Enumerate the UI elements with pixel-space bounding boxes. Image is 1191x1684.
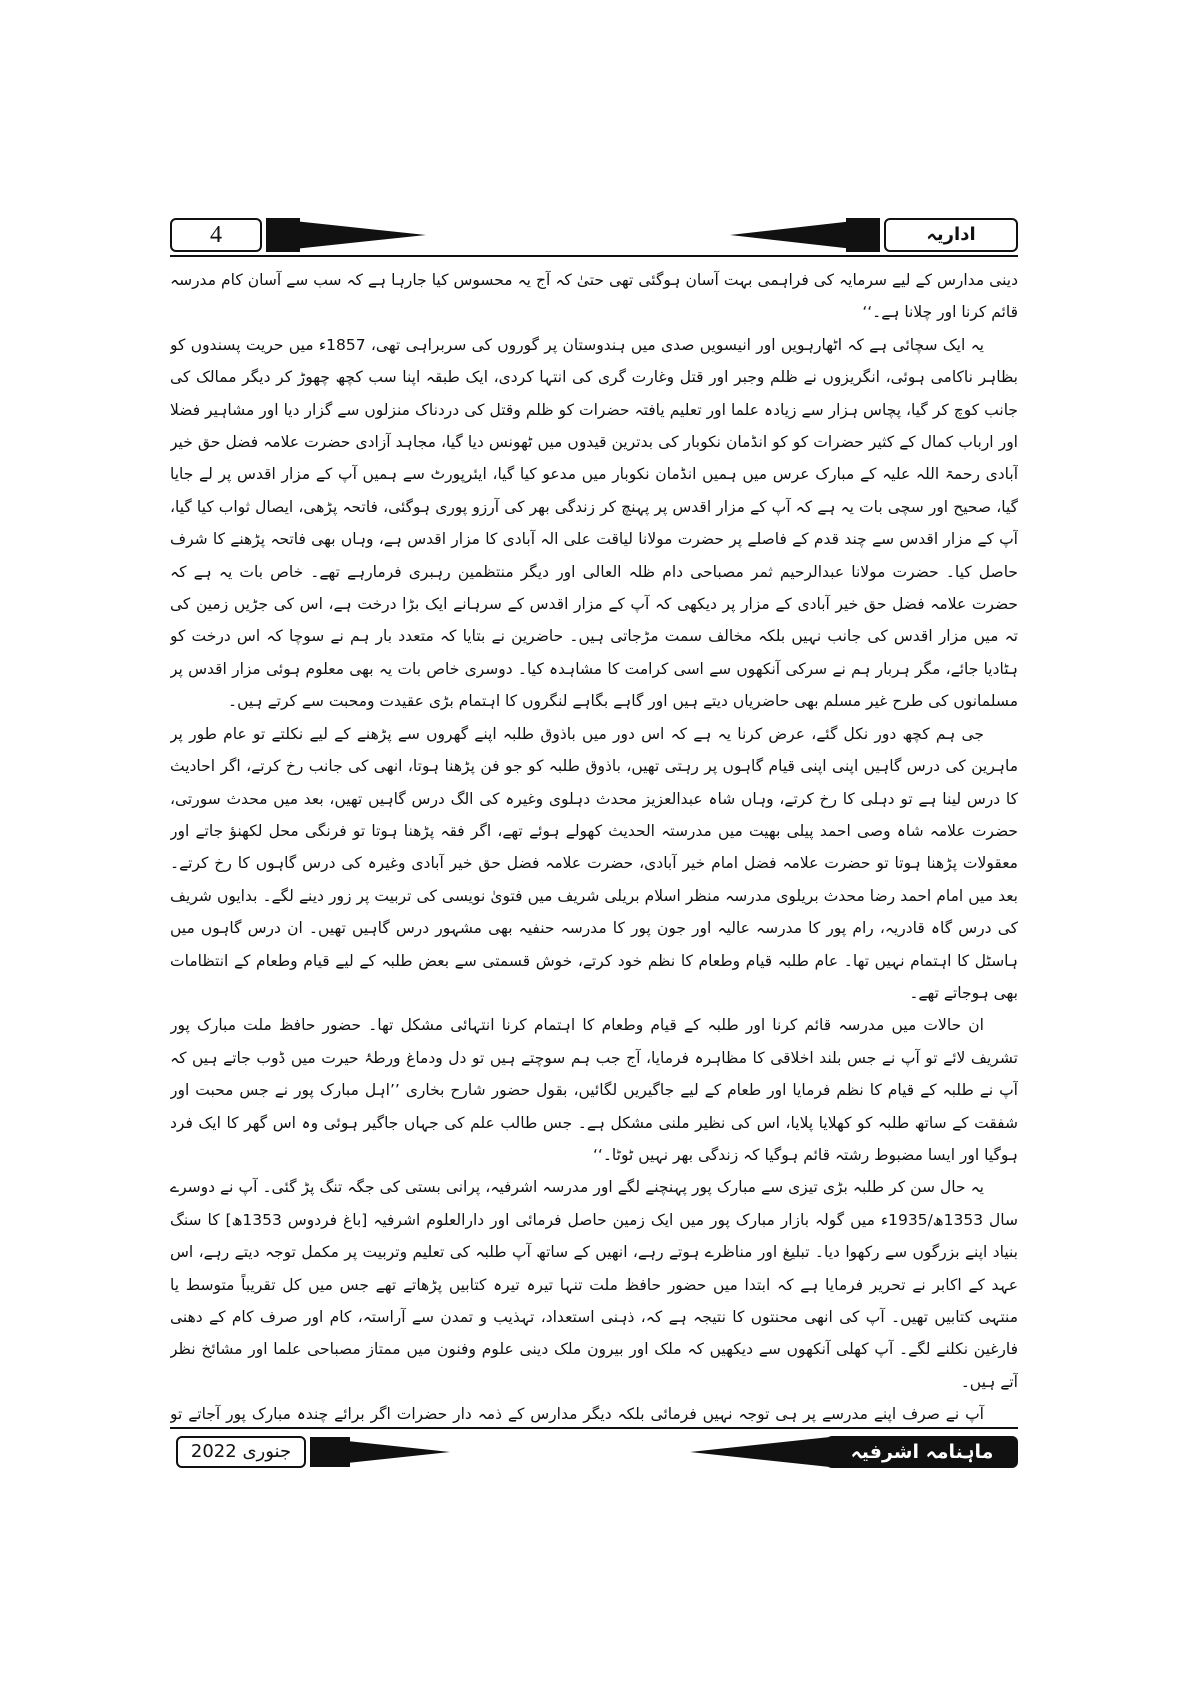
header-rule <box>170 255 1018 257</box>
article-body <box>170 264 1018 1424</box>
paragraph: یہ حال سن کر طلبہ بڑی تیزی سے مبارک پور پہنچنے لگے اور مدرسہ اشرفیہ، پرانی بستی کی جگہ تنگ پڑ گئی۔ آپ نے دوسرے سال 1353ھ/1935ء میں گولہ بازار مبارک پور میں ایک زمین حاصل فرمائی اور دارالعلوم اشرفیہ [باغ فردوس 1353ھ] کا سنگ بنیاد اپنے بزرگوں سے رکھوا دیا۔ تبلیغ اور مناظرے ہوتے رہے، انھیں کے ساتھ آپ طلبہ کی تعلیم وتربیت پر مکمل توجہ دیتے رہے، اس عہد کے اکابر نے تحریر فرمایا ہے کہ ابتدا میں حضور حافظ ملت تنہا تیرہ تیرہ کتابیں پڑھاتے تھے جس میں کل تقریباً متوسط یا منتہی کتابیں تھیں۔ آپ کی انھی محنتوں کا نتیجہ ہے کہ، ذہنی استعداد، تہذیب و تمدن سے آراستہ، کام اور صرف کام کے دھنی فارغین نکلنے لگے۔ آپ کھلی آنکھوں سے دیکھیں کہ ملک اور بیرون ملک دینی علوم وفنون میں ممتاز مصباحی علما اور مشائخ نظر آتے ہیں۔ <box>170 1178 1018 1391</box>
page-footer <box>170 1427 1018 1477</box>
page-header <box>170 218 1018 258</box>
paragraph: جی ہم کچھ دور نکل گئے، عرض کرنا یہ ہے کہ اس دور میں باذوق طلبہ اپنے گھروں سے پڑھنے کے لیے نکلتے تو عام طور پر ماہرین کی درس گاہیں اپنی اپنی قیام گاہوں پر رہتی تھیں، باذوق طلبہ کو جو فن پڑھنا ہوتا، انھی کی جانب رخ کرتے، اگر احادیث کا درس لینا ہے تو دہلی کا رخ کرتے، وہاں شاہ عبدالعزیز محدث دہلوی وغیرہ کی الگ درس گاہیں تھیں، بعد میں محدث سورتی، حضرت علامہ شاہ وصی احمد پیلی بھیت میں مدرستہ الحدیث کھولے ہوئے تھے، اگر فقہ پڑھنا ہوتا تو فرنگی محل لکھنؤ جاتے اور معقولات پڑھنا ہوتا تو حضرت علامہ فضل امام خیر آبادی، حضرت علامہ فضل حق خیر آبادی وغیرہ کی درس گاہوں کا رخ کرتے۔ بعد میں امام احمد رضا محدث بریلوی مدرسہ منظر اسلام بریلی شریف میں فتویٰ نویسی کی تربیت پر زور دینے لگے۔ بدایوں شریف کی درس گاہ قادریہ، رام پور کا مدرسہ عالیہ اور جون پور کا مدرسہ حنفیہ بھی مشہور درس گاہیں تھیں۔ ان درس گاہوں میں ہاسٹل کا اہتمام نہیں تھا۔ عام طلبہ قیام وطعام کا نظم خود کرتے، خوش قسمتی سے بعض طلبہ کے لیے قیام وطعام کے انتظامات بھی ہوجاتے تھے۔ <box>170 724 1018 1002</box>
footer-ornament-right <box>690 1437 830 1467</box>
header-ornament-right-bar <box>846 218 880 252</box>
issue-date: جنوری 2022 <box>176 1436 306 1468</box>
paragraph: ان حالات میں مدرسہ قائم کرنا اور طلبہ کے قیام وطعام کا اہتمام کرنا انتہائی مشکل تھا۔ حضور حافظ ملت مبارک پور تشریف لائے تو آپ نے جس بلند اخلاقی کا مظاہرہ فرمایا، آج جب ہم سوچتے ہیں تو دل ودماغ ورطۂ حیرت میں ڈوب جاتے ہیں کہ آپ نے طلبہ کے قیام کا نظم فرمایا اور طعام کے لیے جاگیریں لگائیں، بقول حضور شارح بخاری ’’اہل مبارک پور نے جس محبت اور شفقت کے ساتھ طلبہ کو کھلایا پلایا، اس کی نظیر ملنی مشکل ہے۔ جس طالب علم کی جہاں جاگیر ہوئی وہ اس گھر کا ایک فرد ہوگیا اور ایسا مضبوط رشتہ قائم ہوگیا کہ زندگی بھر نہیں ٹوٹا۔‘‘ <box>170 1016 1018 1164</box>
section-title: اداریہ <box>884 218 1018 252</box>
header-ornament-left <box>266 218 426 252</box>
footer-ornament-left <box>310 1437 450 1467</box>
footer-rule <box>170 1427 1018 1429</box>
paragraph: دینی مدارس کے لیے سرمایہ کی فراہمی بہت آسان ہوگئی تھی حتیٰ کہ آج یہ محسوس کیا جارہا ہے کہ سب سے آسان کام مدرسہ قائم کرنا اور چلانا ہے۔‘‘ <box>170 271 1018 322</box>
paragraph: یہ ایک سچائی ہے کہ اٹھارہویں اور انیسویں صدی میں ہندوستان پر گوروں کی سربراہی تھی، 1857ء میں حریت پسندوں کو بظاہر ناکامی ہوئی، انگریزوں نے ظلم وجبر اور قتل وغارت گری کی انتہا کردی، ایک طبقہ اپنا سب کچھ چھوڑ کر دیگر ممالک کی جانب کوچ کر گیا، پچاس ہزار سے زیادہ علما اور تعلیم یافتہ حضرات کو ظلم وقتل کی دردناک منزلوں سے گزار دیا اور مشاہیر فضلا اور ارباب کمال کے کثیر حضرات کو کو انڈمان نکوبار کی بدترین قیدوں میں ٹھونس دیا گیا، مجاہد آزادی حضرت علامہ فضل حق خیر آبادی رحمۃ اللہ علیہ کے مبارک عرس میں ہمیں انڈمان نکوبار میں مدعو کیا گیا، ایئرپورٹ سے ہمیں آپ کے مزار اقدس پر لے جایا گیا، صحیح اور سچی بات یہ ہے کہ آپ کے مزار اقدس پر پہنچ کر زندگی بھر کی آرزو پوری ہوگئی، فاتحہ پڑھی، ایصال ثواب کیا گیا، آپ کے مزار اقدس سے چند قدم کے فاصلے پر حضرت مولانا لیاقت علی الہ آبادی کا مزار اقدس ہے، وہاں بھی فاتحہ پڑھنے کا شرف حاصل کیا۔ حضرت مولانا عبدالرحیم ثمر مصباحی دام ظلہ العالی اور دیگر منتظمین رہبری فرمارہے تھے۔ خاص بات یہ ہے کہ حضرت علامہ فضل حق خیر آبادی کے مزار پر دیکھی کہ آپ کے مزار اقدس کے سرہانے ایک بڑا درخت ہے، اس کی جڑیں زمین کی تہ میں مزار اقدس کی جانب نہیں بلکہ مخالف سمت مڑجاتی ہیں۔ حاضرین نے بتایا کہ متعدد بار ہم نے سوچا کہ اس درخت کو ہٹادیا جائے، مگر ہربار ہم نے سرکی آنکھوں سے اسی کرامت کا مشاہدہ کیا۔ دوسری خاص بات یہ بھی معلوم ہوئی مزار اقدس پر مسلمانوں کی طرح غیر مسلم بھی حاضریاں دیتے ہیں اور گاہے بگاہے لنگروں کا اہتمام بڑی عقیدت ومحبت سے کرتے ہیں۔ <box>170 335 1018 711</box>
page-number: 4 <box>170 218 262 252</box>
paragraph: آپ نے صرف اپنے مدرسے پر ہی توجہ نہیں فرمائی بلکہ دیگر مدارس کے ذمہ دار حضرات اگر برائے چندہ مبارک پور آجاتے تو <box>170 1405 984 1424</box>
magazine-name: ماہنامہ اشرفیہ <box>826 1436 1018 1468</box>
